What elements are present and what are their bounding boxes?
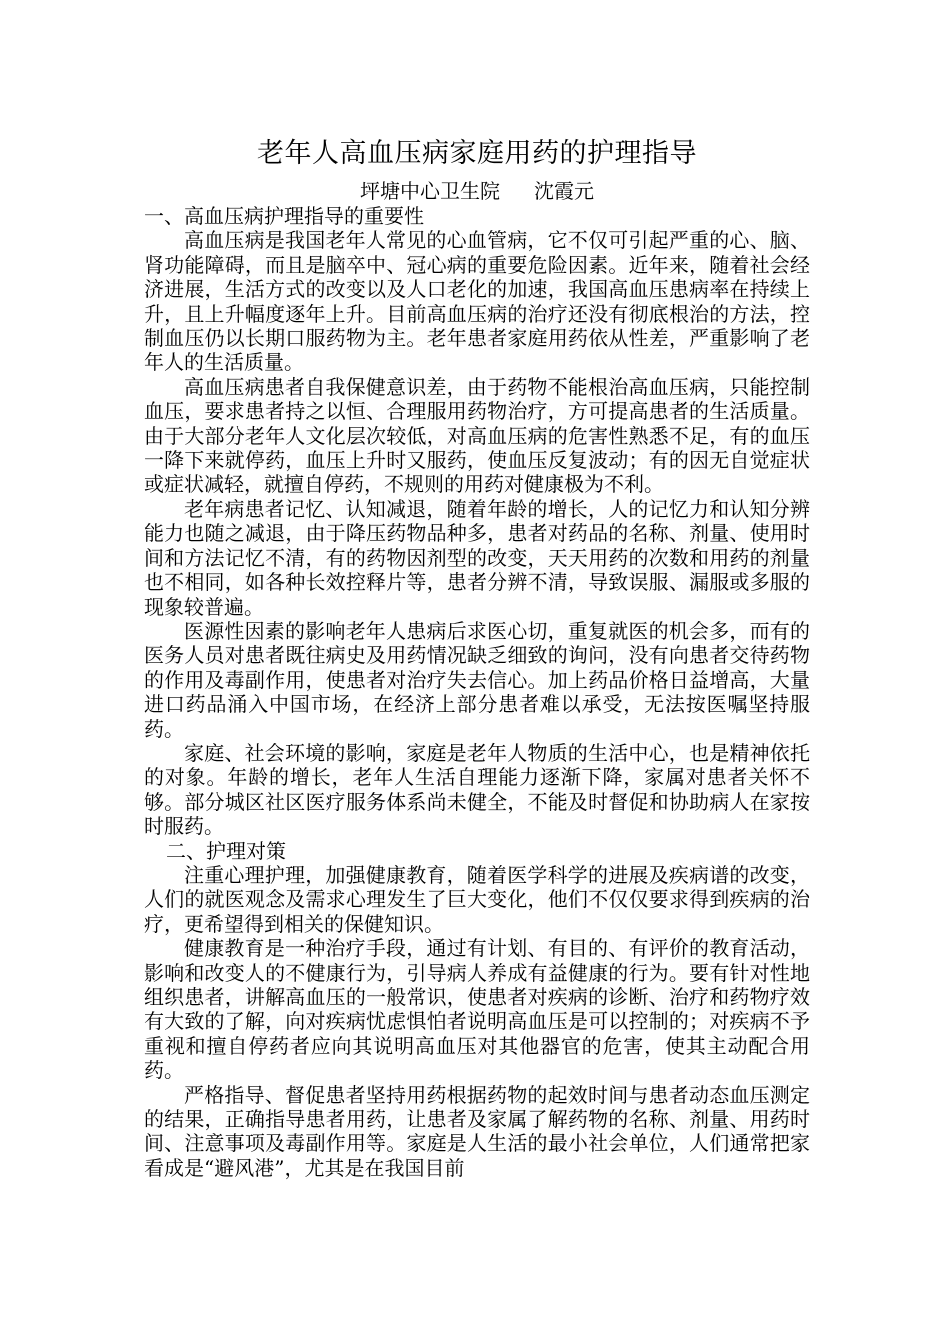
byline — [144, 178, 810, 204]
paragraph: 严格指导、督促患者坚持用药根据药物的起效时间与患者动态血压测定的结果，正确指导患者用药，让患者及家属了解药物的名称、剂量、用药时间、注意事项及毒副作用等。家庭是人生活的最小社会单位，人们通常把家看成是“避风港”，尤其是在我国目前 — [144, 1082, 810, 1180]
document-page — [144, 128, 810, 1180]
document-title: 老年人高血压病家庭用药的护理指导 — [257, 138, 697, 169]
paragraph: 家庭、社会环境的影响，家庭是老年人物质的生活中心，也是精神依托的对象。年龄的增长，老年人生活自理能力逐渐下降，家属对患者关怀不够。部分城区社区医疗服务体系尚未健全，不能及时督促和协助病人在家按时服药。 — [144, 740, 810, 839]
section-2-heading: 二、护理对策 — [166, 838, 286, 863]
paragraph: 注重心理护理，加强健康教育，随着医学科学的进展及疾病谱的改变，人们的就医观念及需求心理发生了巨大变化，他们不仅仅要求得到疾病的治疗，更希望得到相关的保健知识。 — [144, 862, 810, 936]
paragraph: 健康教育是一种治疗手段，通过有计划、有目的、有评价的教育活动，影响和改变人的不健康行为，引导病人养成有益健康的行为。要有针对性地组织患者，讲解高血压的一般常识，使患者对疾病的诊断、治疗和药物疗效有大致的了解，向对疾病忧虑惧怕者说明高血压是可以控制的；对疾病不予重视和擅自停药者应向其说明高血压对其他器官的危害，使其主动配合用药。 — [144, 936, 810, 1083]
paragraph: 高血压病是我国老年人常见的心血管病，它不仅可引起严重的心、脑、肾功能障碍，而且是脑卒中、冠心病的重要危险因素。近年来，随着社会经济进展，生活方式的改变以及人口老化的加速，我国高血压患病率在持续上升，且上升幅度逐年上升。目前高血压病的治疗还没有彻底根治的方法，控制血压仍以长期口服药物为主。老年患者家庭用药依从性差，严重影响了老年人的生活质量。 — [144, 228, 810, 375]
author-name: 沈霞元 — [534, 179, 594, 203]
paragraph: 高血压病患者自我保健意识差，由于药物不能根治高血压病，只能控制血压，要求患者持之以恒、合理服用药物治疗，方可提高患者的生活质量。由于大部分老年人文化层次较低，对高血压病的危害性熟悉不足，有的血压一降下来就停药，血压上升时又服药，使血压反复波动；有的因无自觉症状或症状减轻，就擅自停药，不规则的用药对健康极为不利。 — [144, 374, 810, 497]
paragraph: 老年病患者记忆、认知减退，随着年龄的增长，人的记忆力和认知分辨能力也随之减退，由于降压药物品种多，患者对药品的名称、剂量、使用时间和方法记忆不清，有的药物因剂型的改变，天天用药的次数和用药的剂量也不相同，如各种长效控释片等，患者分辨不清，导致误服、漏服或多服的现象较普遍。 — [144, 496, 810, 619]
institution-name: 坪塘中心卫生院 — [360, 179, 500, 203]
paragraph: 医源性因素的影响老年人患病后求医心切，重复就医的机会多，而有的医务人员对患者既往病史及用药情况缺乏细致的询问，没有向患者交待药物的作用及毒副作用，使患者对治疗失去信心。加上药品价格日益增高，大量进口药品涌入中国市场，在经济上部分患者难以承受，无法按医嘱坚持服药。 — [144, 618, 810, 741]
section-1-heading: 一、高血压病护理指导的重要性 — [144, 204, 424, 228]
